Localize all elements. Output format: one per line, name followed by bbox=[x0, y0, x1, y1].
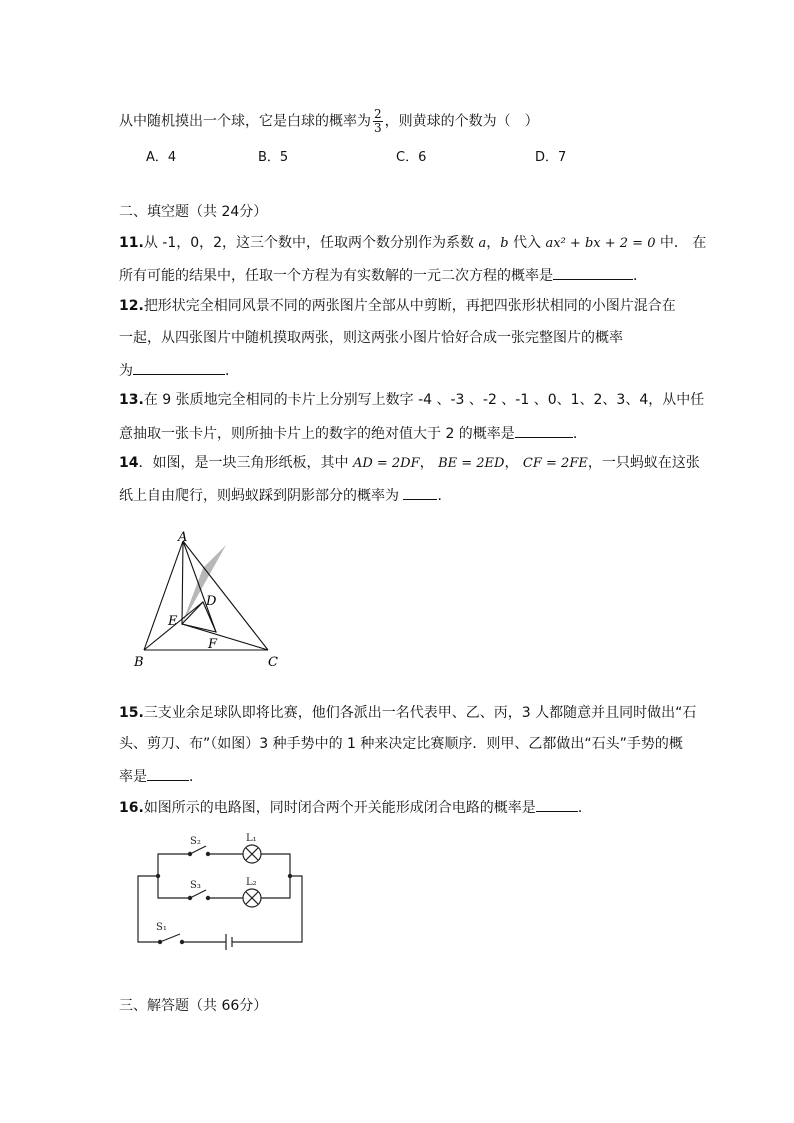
label-s2: S₂ bbox=[190, 836, 201, 847]
q10-option-a: A．4 bbox=[146, 150, 177, 165]
q12-line2: 一起，从四张图片中随机摸取两张，则这两张小图片恰好合成一张完整图片的概率 bbox=[119, 330, 623, 346]
q11-line2: 所有可能的结果中，任取一个方程为有实数解的一元二次方程的概率是 ． bbox=[119, 265, 647, 285]
label-s1: S₁ bbox=[156, 922, 167, 933]
section-answer-heading: 三、解答题（共 66分） bbox=[119, 998, 268, 1014]
q10-line bbox=[119, 108, 539, 135]
q10-fraction: $\frac{2}{3}$ bbox=[374, 107, 382, 135]
label-l2: L₂ bbox=[246, 877, 257, 888]
label-b: B bbox=[134, 655, 144, 670]
label-e: E bbox=[168, 614, 178, 629]
q13-line2: 意抽取一张卡片，则所抽卡片上的数字的绝对值大于 2 的概率是 ． bbox=[119, 423, 587, 443]
section-fill-in-heading: 二、填空题（共 24分） bbox=[119, 204, 268, 220]
q10-option-c: C．6 bbox=[396, 150, 427, 165]
label-l1: L₁ bbox=[246, 833, 257, 844]
answer-blank[interactable] bbox=[536, 797, 578, 812]
q13-line1: 13.在 9 张质地完全相同的卡片上分别写上数字 -4 、-3 、-2 、-1 、0、1、2、3、4，从中任 bbox=[119, 392, 705, 408]
q10-text-end: ，则黄球的个数为（ ） bbox=[384, 113, 539, 130]
q11-equation: ax² + bx + 2 = 0 bbox=[545, 236, 656, 251]
q14-line2: 纸上自由爬行，则蚂蚁踩到阴影部分的概率为 ． bbox=[119, 485, 451, 505]
triangle-figure bbox=[128, 530, 288, 672]
answer-blank[interactable] bbox=[515, 423, 573, 438]
label-f: F bbox=[208, 637, 218, 652]
label-a: A bbox=[178, 530, 188, 545]
q10-option-b: B．5 bbox=[258, 150, 289, 165]
label-c: C bbox=[268, 655, 278, 670]
answer-blank[interactable] bbox=[403, 485, 437, 500]
answer-blank[interactable] bbox=[147, 766, 189, 781]
q12-line3: 为 ． bbox=[119, 360, 239, 380]
q10-option-d: D．7 bbox=[535, 150, 567, 165]
q11-line1: 11.从 -1，0，2，这三个数中，任取两个数分别作为系数 a，b 代入 ax² + bx + 2 = 0 中． 在 bbox=[119, 235, 707, 251]
q14-line1: 14．如图，是一块三角形纸板，其中 AD = 2DF， BE = 2ED， CF = 2FE，一只蚂蚁在这张 bbox=[119, 455, 700, 471]
circuit-diagram bbox=[130, 828, 310, 952]
answer-blank[interactable] bbox=[133, 360, 225, 375]
q15-line2: 头、剪刀、布”（如图）3 种手势中的 1 种来决定比赛顺序．则甲、乙都做出“石头”手势的概 bbox=[119, 736, 683, 752]
q15-line3: 率是 ． bbox=[119, 766, 203, 786]
label-s3: S₃ bbox=[190, 880, 201, 891]
q15-line1: 15.三支业余足球队即将比赛，他们各派出一名代表甲、乙、丙，3 人都随意并且同时做出“石 bbox=[119, 705, 697, 721]
q10-text: 从中随机摸出一个球，它是白球的概率为 bbox=[119, 113, 371, 130]
answer-blank[interactable] bbox=[553, 265, 633, 280]
q12-line1: 12.把形状完全相同风景不同的两张图片全部从中剪断，再把四张形状相同的小图片混合在 bbox=[119, 298, 676, 314]
label-d: D bbox=[206, 594, 217, 609]
q16-line1: 16.如图所示的电路图，同时闭合两个开关能形成闭合电路的概率是 ． bbox=[119, 797, 592, 817]
